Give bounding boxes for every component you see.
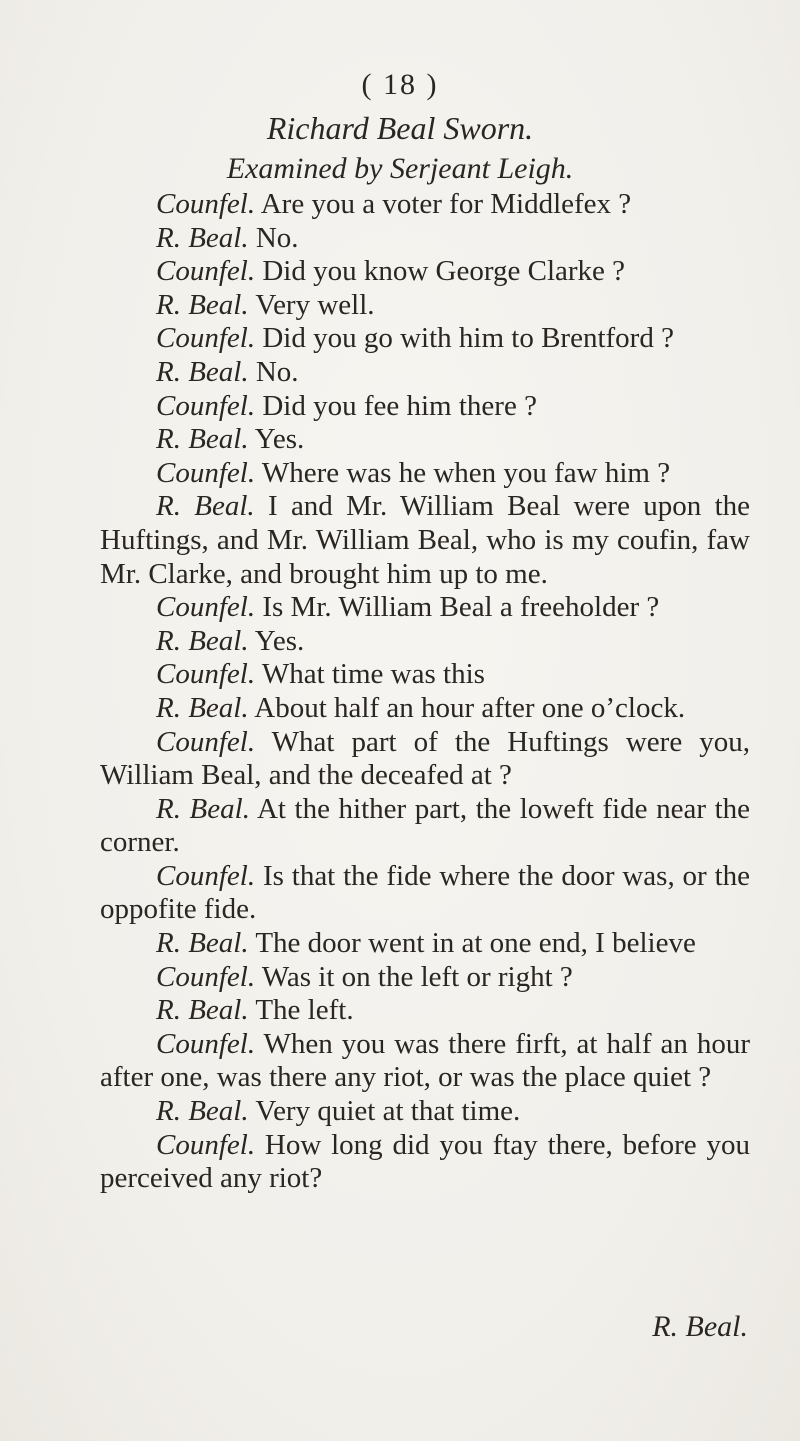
line-text: Is Mr. William Beal a freeholder ? <box>255 591 660 624</box>
line-text: About half an hour after one o’clock. <box>248 691 686 724</box>
dialogue-line <box>100 1028 750 1095</box>
line-text: When you was there firft, at half an hour after one, was there any riot, or was the place quiet ? <box>100 1027 750 1094</box>
line-text: Very well. <box>248 288 375 321</box>
speaker-label: Counfel. <box>156 389 256 422</box>
speaker-label: Counfel. <box>156 658 256 691</box>
line-text: Did you know George Clarke ? <box>255 255 626 288</box>
dialogue-line <box>100 927 750 961</box>
speaker-label: Counfel. <box>156 1027 256 1060</box>
dialogue-line <box>100 1129 750 1196</box>
speaker-label: R. Beal. <box>156 994 249 1027</box>
dialogue-line <box>100 726 750 793</box>
page-number: ( 18 ) <box>361 68 439 101</box>
speaker-label: Counfel. <box>156 1128 256 1161</box>
dialogue-line <box>100 994 750 1028</box>
speaker-label: Counfel. <box>156 591 256 624</box>
dialogue-line <box>100 692 750 726</box>
dialogue-line <box>100 625 750 659</box>
speaker-label: R. Beal. <box>156 423 249 456</box>
speaker-label: R. Beal. <box>156 221 249 254</box>
dialogue-line <box>100 793 750 860</box>
dialogue-line <box>100 322 750 356</box>
speaker-label: R. Beal. <box>156 691 249 724</box>
dialogue-line <box>100 390 750 424</box>
line-text: How long did you ftay there, before you perceived any riot? <box>100 1128 750 1195</box>
dialogue-line <box>100 255 750 289</box>
line-text: No. <box>248 355 299 388</box>
dialogue-line <box>100 860 750 927</box>
line-text: No. <box>248 221 299 254</box>
speaker-label: Counfel. <box>156 725 256 758</box>
page-subtitle: Examined by Serjeant Leigh. <box>226 152 574 185</box>
line-text: At the hither part, the loweft fide near the corner. <box>100 792 750 859</box>
line-text: Very quiet at that time. <box>248 1095 521 1128</box>
line-text: The left. <box>248 994 354 1027</box>
speaker-label: Counfel. <box>156 960 256 993</box>
catchword: R. Beal. <box>652 1310 748 1343</box>
speaker-label: Counfel. <box>156 322 256 355</box>
dialogue-line <box>100 1095 750 1129</box>
speaker-label: Counfel. <box>156 859 256 892</box>
speaker-label: Counfel. <box>156 255 256 288</box>
speaker-label: R. Beal. <box>156 792 250 825</box>
dialogue-line <box>100 188 750 222</box>
line-text: Where was he when you faw him ? <box>255 456 671 489</box>
dialogue-line <box>100 423 750 457</box>
speaker-label: R. Beal. <box>156 490 255 523</box>
dialogue-line <box>100 490 750 591</box>
dialogue-line <box>100 222 750 256</box>
line-text: What time was this <box>255 658 485 691</box>
speaker-label: R. Beal. <box>156 288 249 321</box>
dialogue-body <box>100 188 750 1196</box>
speaker-label: R. Beal. <box>156 927 249 960</box>
line-text: Did you fee him there ? <box>255 389 537 422</box>
dialogue-line <box>100 961 750 995</box>
speaker-label: Counfel. <box>156 188 256 220</box>
dialogue-line <box>100 457 750 491</box>
page-title: Richard Beal Sworn. <box>266 110 534 146</box>
line-text: What part of the Huftings were you, William Beal, and the deceafed at ? <box>100 725 750 792</box>
dialogue-line <box>100 356 750 390</box>
speaker-label: R. Beal. <box>156 1095 249 1128</box>
dialogue-line <box>100 591 750 625</box>
dialogue-line <box>100 289 750 323</box>
line-text: Yes. <box>248 423 305 456</box>
dialogue-line <box>100 658 750 692</box>
line-text: Yes. <box>248 624 305 657</box>
line-text: Are you a voter for Middlefex ? <box>255 188 632 220</box>
line-text: Was it on the left or right ? <box>255 960 573 993</box>
speaker-label: R. Beal. <box>156 355 249 388</box>
speaker-label: Counfel. <box>156 456 256 489</box>
line-text: The door went in at one end, I believe <box>248 927 696 960</box>
speaker-label: R. Beal. <box>156 624 249 657</box>
line-text: Is that the fide where the door was, or the oppofite fide. <box>100 859 750 926</box>
line-text: I and Mr. William Beal were upon the Huftings, and Mr. William Beal, who is my coufin, faw Mr. Clarke, and brought him up to me. <box>100 490 750 590</box>
line-text: Did you go with him to Brentford ? <box>255 322 674 355</box>
